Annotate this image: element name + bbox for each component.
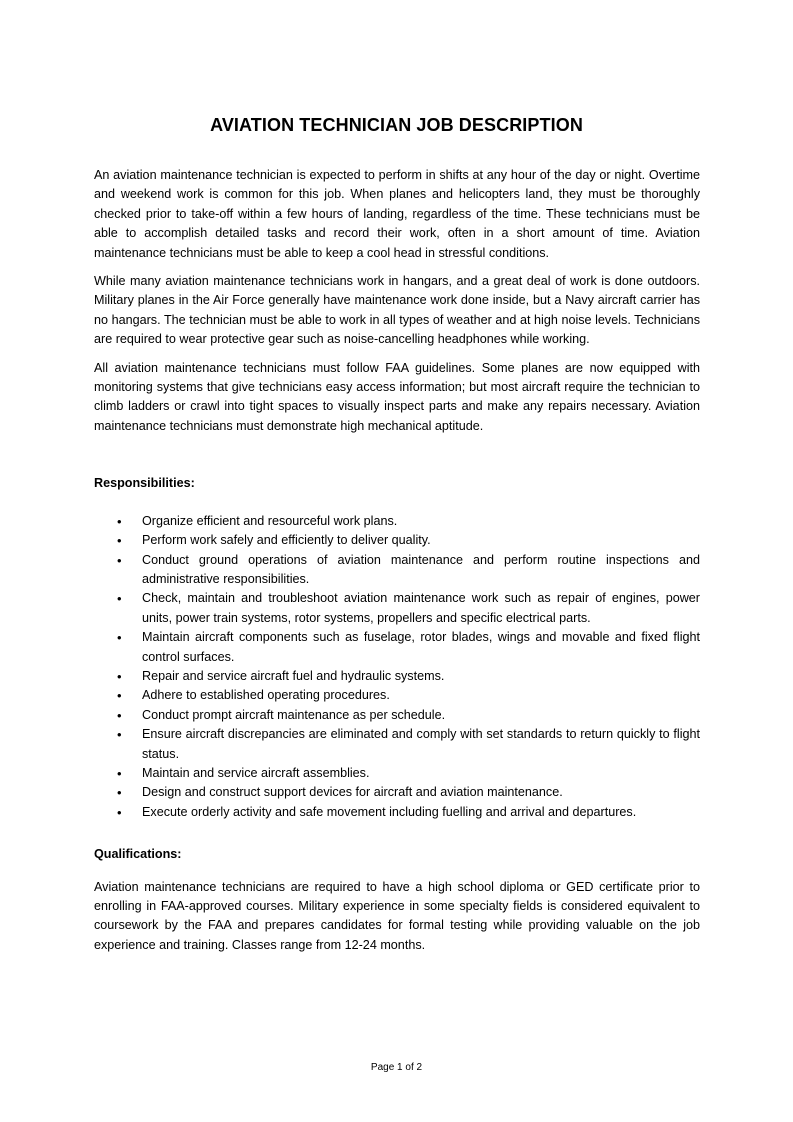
list-item-text: Check, maintain and troubleshoot aviation maintenance work such as repair of engines, power units, power train systems, rotor systems, propellers and specific electrical parts. [142, 591, 700, 625]
list-item [94, 667, 700, 686]
list-item-text: Repair and service aircraft fuel and hydraulic systems. [142, 668, 445, 683]
bullet-icon: • [117, 533, 122, 549]
bullet-icon: • [117, 552, 122, 568]
bullet-icon: • [117, 688, 122, 704]
list-item-text: Perform work safely and efficiently to deliver quality. [142, 533, 431, 548]
page-number: Page 1 of 2 [370, 1062, 423, 1073]
list-item-text: Maintain aircraft components such as fuselage, rotor blades, wings and movable and fixed flight control surfaces. [142, 630, 700, 664]
list-item [94, 589, 700, 628]
bullet-icon: • [117, 591, 122, 607]
list-item [94, 686, 700, 705]
bullet-icon: • [117, 513, 122, 529]
list-item [94, 512, 700, 531]
intro-paragraph-1: An aviation maintenance technician is expected to perform in shifts at any hour of the day or night. Overtime and weekend work is common for this job. When planes and helicopters land, they must be thoroughly checked prior to take-off within a few hours of landing, regardless of the time. These technicians must be able to accomplish detailed tasks and record their work, often in a short amount of time. Aviation maintenance technicians must be able to keep a cool head in stressful conditions. [94, 168, 700, 260]
list-item-text: Design and construct support devices for aircraft and aviation maintenance. [142, 785, 563, 800]
list-item [94, 803, 700, 822]
list-item-text: Conduct prompt aircraft maintenance as per schedule. [142, 707, 446, 722]
list-item [94, 706, 700, 725]
list-item-text: Ensure aircraft discrepancies are eliminated and comply with set standards to return quickly to flight status. [142, 727, 700, 761]
list-item-text: Maintain and service aircraft assemblies. [142, 765, 370, 780]
responsibilities-heading: Responsibilities: [94, 476, 195, 491]
bullet-icon: • [117, 765, 122, 781]
bullet-icon: • [117, 707, 122, 723]
list-item-text: Conduct ground operations of aviation maintenance and perform routine inspections and administrative responsibilities. [142, 552, 700, 586]
intro-paragraph-3: All aviation maintenance technicians must follow FAA guidelines. Some planes are now equipped with monitoring systems that give technicians easy access information; but most aircraft require the technician to climb ladders or crawl into tight spaces to visually inspect parts and make any repairs necessary. Aviation maintenance technicians must demonstrate high mechanical aptitude. [94, 360, 700, 433]
responsibilities-list [94, 512, 700, 823]
list-item [94, 531, 700, 550]
list-item [94, 628, 700, 667]
page-title: AVIATION TECHNICIAN JOB DESCRIPTION [210, 115, 583, 135]
list-item [94, 551, 700, 590]
list-item [94, 783, 700, 802]
bullet-icon: • [117, 785, 122, 801]
bullet-icon: • [117, 630, 122, 646]
qualifications-paragraph: Aviation maintenance technicians are required to have a high school diploma or GED certificate prior to enrolling in FAA-approved courses. Military experience in some specialty fields is considered equivalent to coursework by the FAA and prepares candidates for formal testing while providing valuable on the job experience and training. Classes range from 12-24 months. [94, 879, 700, 952]
list-item [94, 725, 700, 764]
intro-paragraph-2: While many aviation maintenance technicians work in hangars, and a great deal of work is done outdoors. Military planes in the Air Force generally have maintenance work done inside, but a Navy aircraft carrier has no hangars. The technician must be able to work in all types of weather and at high noise levels. Technicians are required to wear protective gear such as noise-cancelling headphones while working. [94, 274, 700, 347]
list-item-text: Adhere to established operating procedures. [142, 688, 390, 703]
list-item-text: Execute orderly activity and safe movement including fuelling and arrival and departures. [142, 804, 637, 819]
bullet-icon: • [117, 804, 122, 820]
list-item-text: Organize efficient and resourceful work plans. [142, 513, 398, 528]
bullet-icon: • [117, 727, 122, 743]
document-body [94, 166, 700, 964]
list-item [94, 764, 700, 783]
qualifications-heading: Qualifications: [94, 847, 182, 862]
bullet-icon: • [117, 668, 122, 684]
